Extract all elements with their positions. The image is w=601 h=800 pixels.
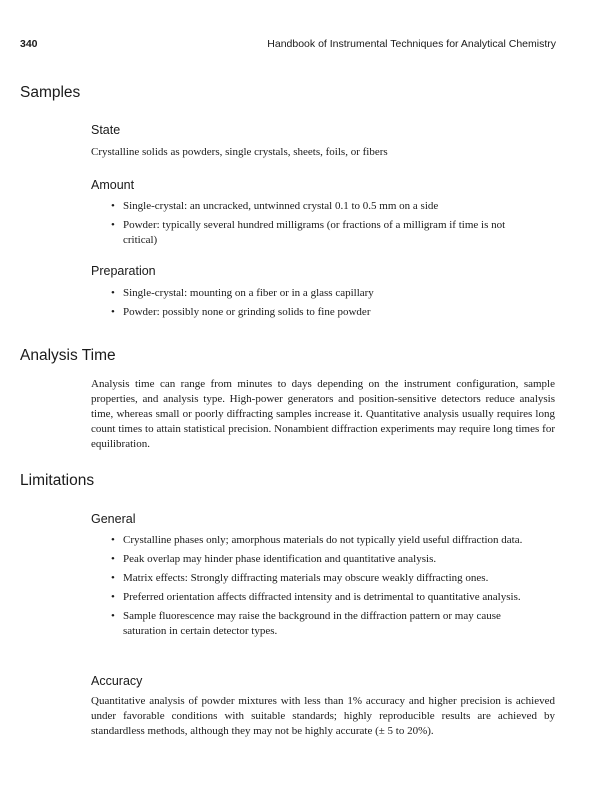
list-item-text: Peak overlap may hinder phase identification and quantitative analysis. <box>123 553 437 565</box>
bullet-icon: • <box>111 591 115 603</box>
list-item-text: Matrix effects: Strongly diffracting materials may obscure weakly diffracting ones. <box>123 572 489 584</box>
subheading-accuracy: Accuracy <box>91 674 143 688</box>
subheading-general: General <box>91 512 136 526</box>
page-number: 340 <box>20 38 38 50</box>
bullet-icon: • <box>111 610 115 622</box>
running-header <box>20 38 556 56</box>
bullet-icon: • <box>111 306 115 318</box>
amount-list <box>91 199 541 252</box>
list-item <box>91 286 541 301</box>
subheading-state: State <box>91 123 121 137</box>
list-item <box>91 218 541 248</box>
general-limitations-list <box>91 533 541 643</box>
list-item <box>91 590 541 605</box>
preparation-list <box>91 286 541 324</box>
list-item <box>91 571 541 586</box>
accuracy-text: Quantitative analysis of powder mixtures with less than 1% accuracy and higher precision is achieved under favorable conditions with suitable standards; highly reproducible results are achieved by standardless methods, although they may not be highly accurate (± 5 to 20%). <box>91 695 555 737</box>
analysis-time-text: Analysis time can range from minutes to days depending on the instrument configuration, sample properties, and analysis type. High-power generators and position-sensitive detectors reduce analysis time, whereas small or poorly diffracting samples increase it. Quantitative analysis usually requires long count times to attain statistical precision. Nonambient diffraction experiments may require long times for equilibration. <box>91 378 555 450</box>
section-heading-limitations: Limitations <box>20 472 95 489</box>
list-item-text: Powder: possibly none or grinding solids to fine powder <box>123 306 371 318</box>
list-item-text: Powder: typically several hundred milligrams (or fractions of a milligram if time is not critical) <box>123 219 506 246</box>
bullet-icon: • <box>111 572 115 584</box>
list-item <box>91 305 541 320</box>
bullet-icon: • <box>111 287 115 299</box>
list-item-text: Preferred orientation affects diffracted intensity and is detrimental to quantitative analysis. <box>123 591 521 603</box>
list-item <box>91 533 541 548</box>
list-item <box>91 609 541 639</box>
bullet-icon: • <box>111 534 115 546</box>
bullet-icon: • <box>111 219 115 231</box>
bullet-icon: • <box>111 553 115 565</box>
running-title: Handbook of Instrumental Techniques for Analytical Chemistry <box>267 38 556 50</box>
section-heading-analysis-time: Analysis Time <box>20 347 116 364</box>
state-text: Crystalline solids as powders, single crystals, sheets, foils, or fibers <box>91 146 388 158</box>
subheading-preparation: Preparation <box>91 264 156 278</box>
subheading-amount: Amount <box>91 178 135 192</box>
section-heading-samples: Samples <box>20 84 81 101</box>
list-item <box>91 199 541 214</box>
list-item-text: Crystalline phases only; amorphous materials do not typically yield useful diffraction data. <box>123 534 523 546</box>
bullet-icon: • <box>111 200 115 212</box>
list-item-text: Sample fluorescence may raise the background in the diffraction pattern or may cause saturation in certain detector types. <box>123 610 501 637</box>
list-item-text: Single-crystal: an uncracked, untwinned crystal 0.1 to 0.5 mm on a side <box>123 200 439 212</box>
list-item <box>91 552 541 567</box>
list-item-text: Single-crystal: mounting on a fiber or in a glass capillary <box>123 287 374 299</box>
